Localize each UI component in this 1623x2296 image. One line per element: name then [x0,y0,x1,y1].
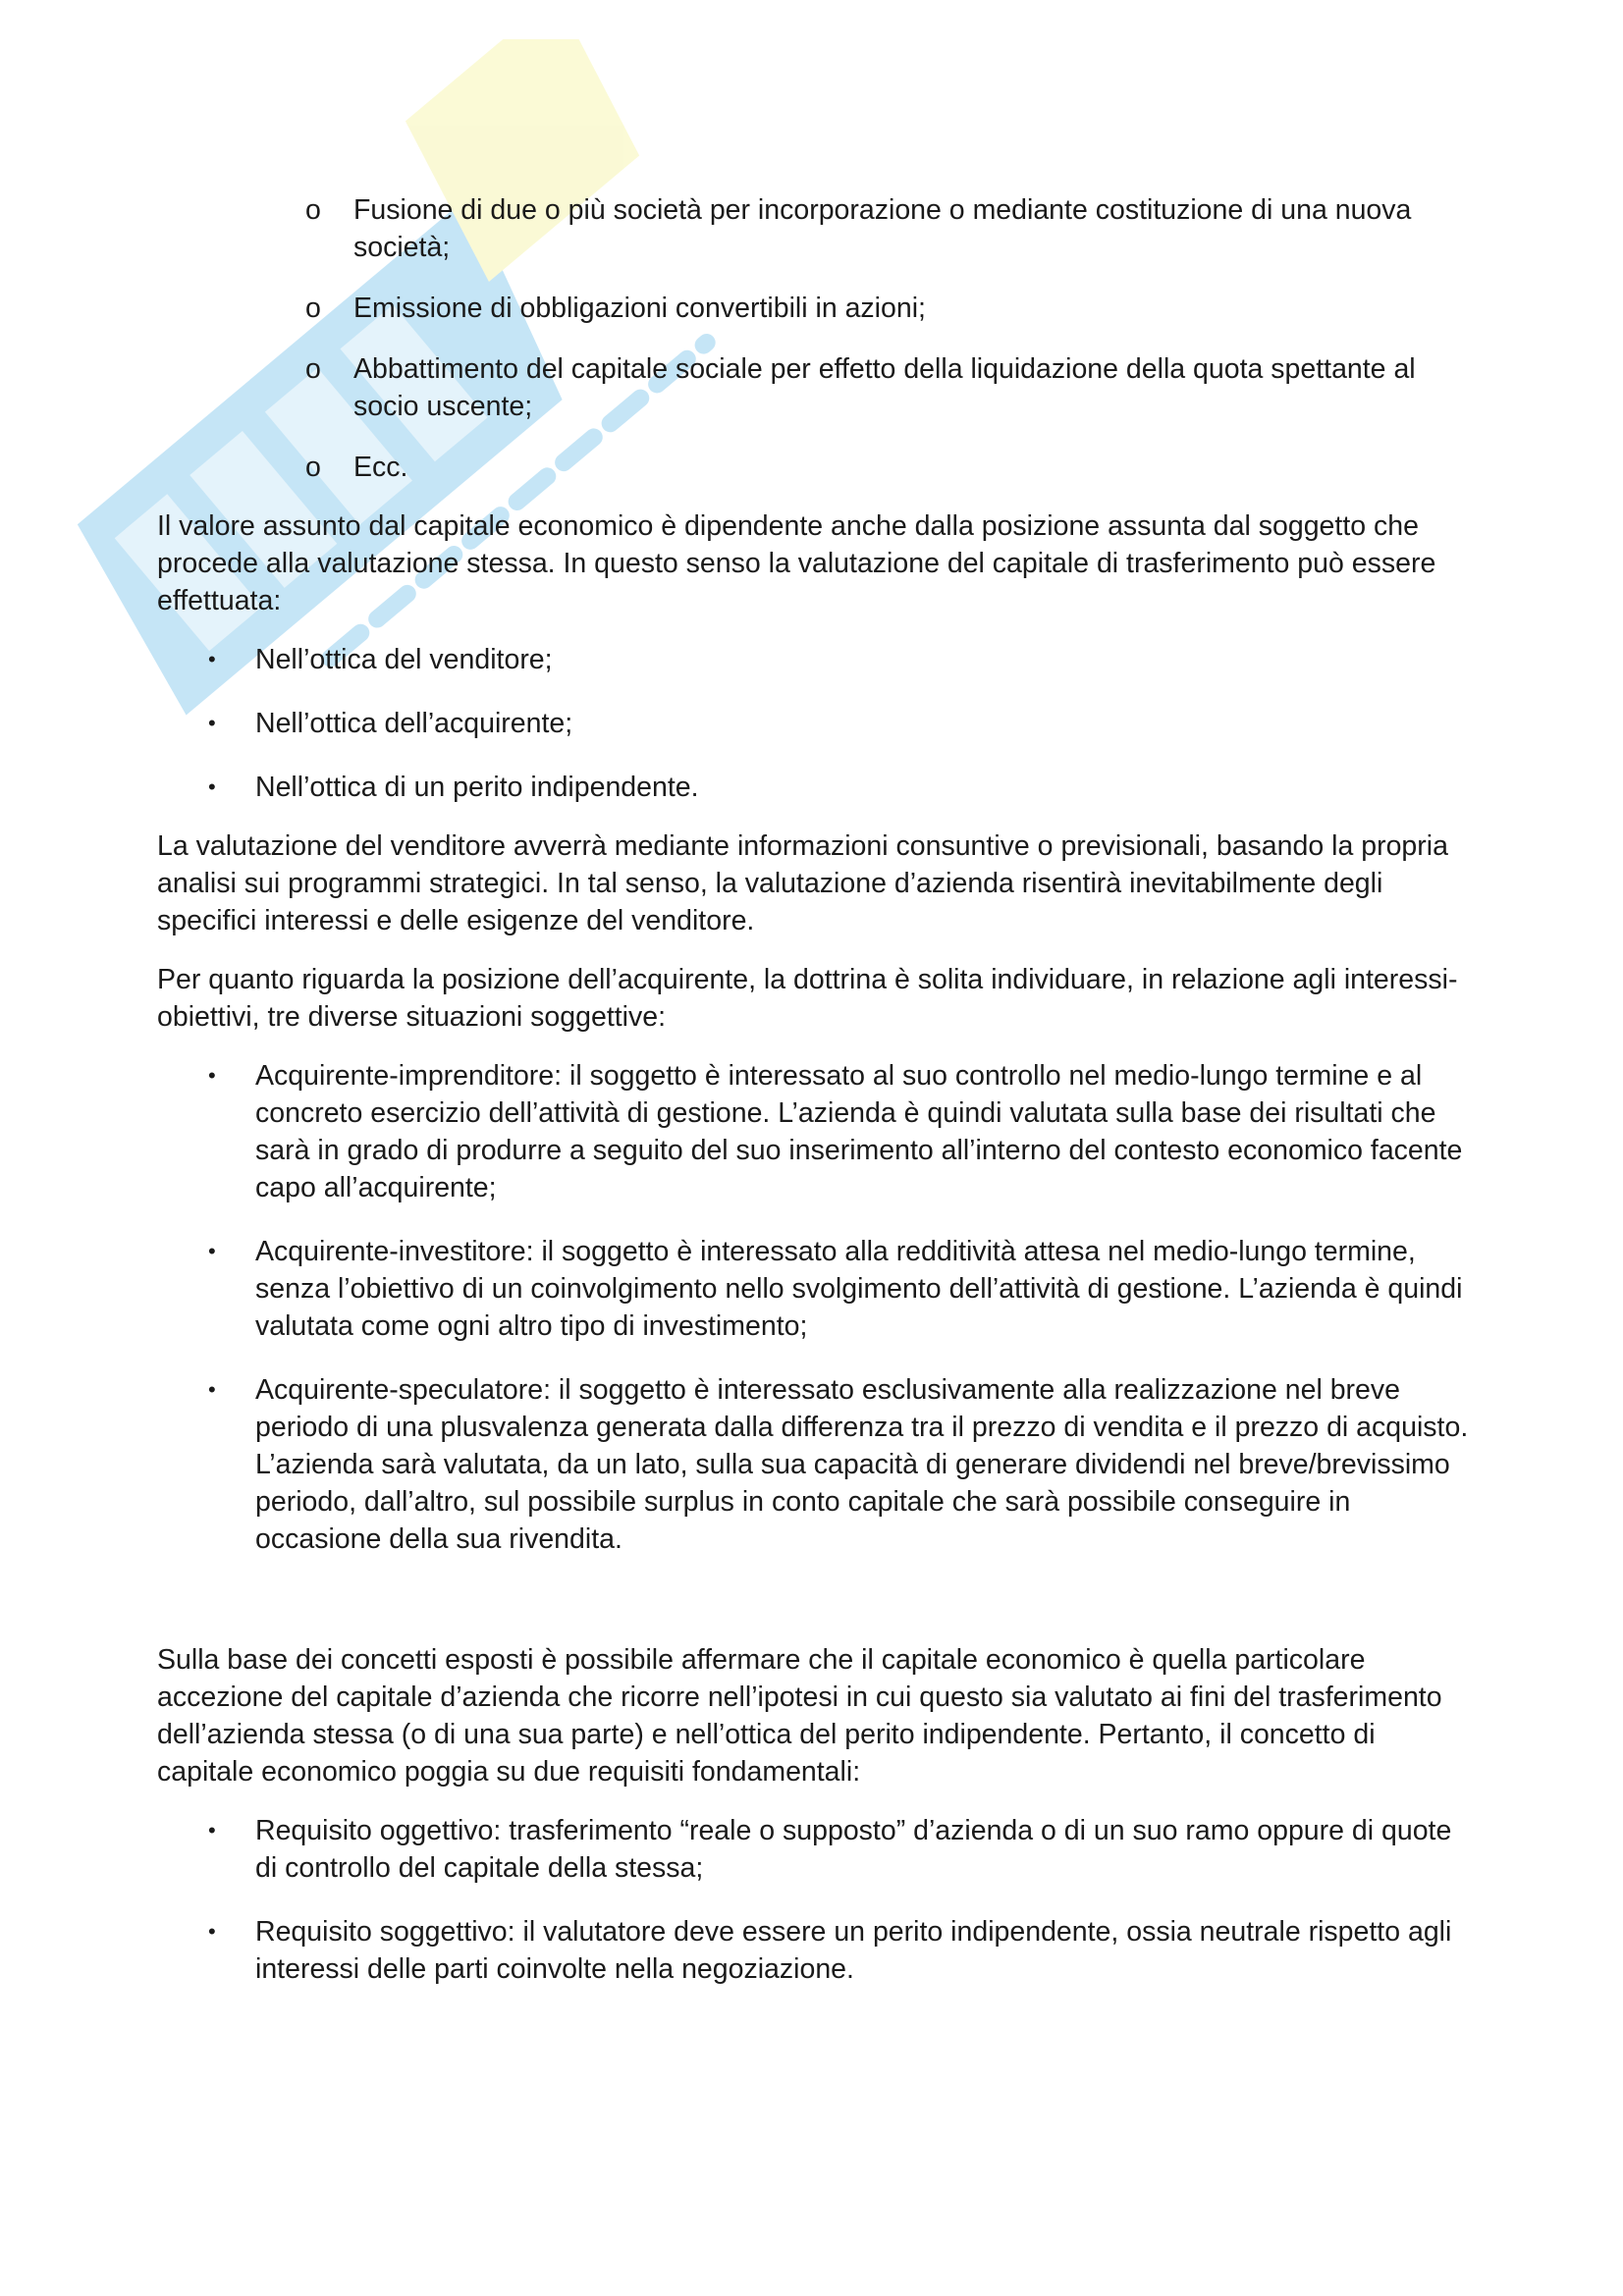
list-item [157,1233,1478,1345]
list-item [157,1913,1478,1988]
circle-bullet-icon: o [305,293,321,324]
list-item-text: Ecc. [353,452,408,483]
list-item-text: Nell’ottica del venditore; [255,644,553,675]
bullet-icon: • [208,774,216,799]
list-item-text: Acquirente-investitore: il soggetto è interessato alla redditività attesa nel medio-lungo termine, senza l’obiettivo di un coinvolgimento nello svolgimento dell’attività di gestione. L’azienda è quindi valutata come ogni altro tipo di investimento; [255,1236,1463,1342]
bullet-icon: • [208,1919,216,1944]
list-item [157,641,1478,678]
list-item-text: Acquirente-speculatore: il soggetto è interessato esclusivamente alla realizzazione nel breve periodo di una plusvalenza generata dalla differenza tra il prezzo di vendita e il prezzo di acquisto. L’azienda sarà valutata, da un lato, sulla sua capacità di generare dividendi nel breve/brevissimo periodo, dall’altro, sul possibile surplus in conto capitale che sarà possibile conseguire in occasione della sua rivendita. [255,1374,1469,1555]
bullet-icon: • [208,647,216,671]
circle-bullet-icon: o [305,452,321,483]
list-item [157,1371,1478,1558]
list-item-text: Requisito soggettivo: il valutatore deve essere un perito indipendente, ossia neutrale rispetto agli interessi delle parti coinvolte nella negoziazione. [255,1916,1452,1985]
requirements-list [157,1812,1478,1988]
paragraph-seller-valuation: La valutazione del venditore avverrà mediante informazioni consuntive o previsionali, basando la propria analisi sui programmi strategici. In tal senso, la valutazione d’azienda risentirà inevitabilmente degli specifici interessi e delle esigenze del venditore. [157,830,1448,936]
list-item-text: Acquirente-imprenditore: il soggetto è interessato al suo controllo nel medio-lungo termine e al concreto esercizio dell’attività di gestione. L’azienda è quindi valutata sulla base dei risultati che sarà in grado di produrre a seguito del suo inserimento all’interno del contesto economico facente capo all’acquirente; [255,1060,1463,1203]
paragraph-economic-capital: Sulla base dei concetti esposti è possibile affermare che il capitale economico è quella particolare accezione del capitale d’azienda che ricorre nell’ipotesi in cui questo sia valutato ai fini del trasferimento dell’azienda stessa (o di una sua parte) e nell’ottica del perito indipendente. Pertanto, il concetto di capitale economico poggia su due requisiti fondamentali: [157,1644,1442,1788]
perspective-list [157,641,1478,806]
list-item [157,290,1478,327]
list-item [157,350,1478,425]
list-item [157,1057,1478,1206]
list-item-text: Requisito oggettivo: trasferimento “reale o supposto” d’azienda o di un suo ramo oppure di quote di controllo del capitale della stessa; [255,1815,1452,1884]
paragraph-buyer-position: Per quanto riguarda la posizione dell’acquirente, la dottrina è solita individuare, in relazione agli interessi-obiettivi, tre diverse situazioni soggettive: [157,964,1458,1033]
bullet-icon: • [208,1818,216,1842]
list-item [157,705,1478,742]
fusion-examples-list [157,191,1478,486]
list-item-text: Nell’ottica di un perito indipendente. [255,772,699,803]
list-item [157,769,1478,806]
list-item-text: Nell’ottica dell’acquirente; [255,708,573,739]
list-item-text: Fusione di due o più società per incorporazione o mediante costituzione di una nuova società; [353,194,1412,263]
bullet-icon: • [208,1063,216,1088]
circle-bullet-icon: o [305,353,321,385]
bullet-icon: • [208,1377,216,1402]
paragraph-valuation-position: Il valore assunto dal capitale economico è dipendente anche dalla posizione assunta dal soggetto che procede alla valutazione stessa. In questo senso la valutazione del capitale di trasferimento può essere effettuata: [157,510,1436,616]
list-item [157,191,1478,266]
blank-line [157,1579,1478,1641]
list-item [157,1812,1478,1887]
list-item-text: Emissione di obbligazioni convertibili in azioni; [353,293,926,324]
bullet-icon: • [208,711,216,735]
list-item [157,449,1478,486]
bullet-icon: • [208,1239,216,1263]
buyer-types-list [157,1057,1478,1558]
circle-bullet-icon: o [305,194,321,226]
list-item-text: Abbattimento del capitale sociale per effetto della liquidazione della quota spettante al socio uscente; [353,353,1416,422]
document-body [157,191,1478,2009]
